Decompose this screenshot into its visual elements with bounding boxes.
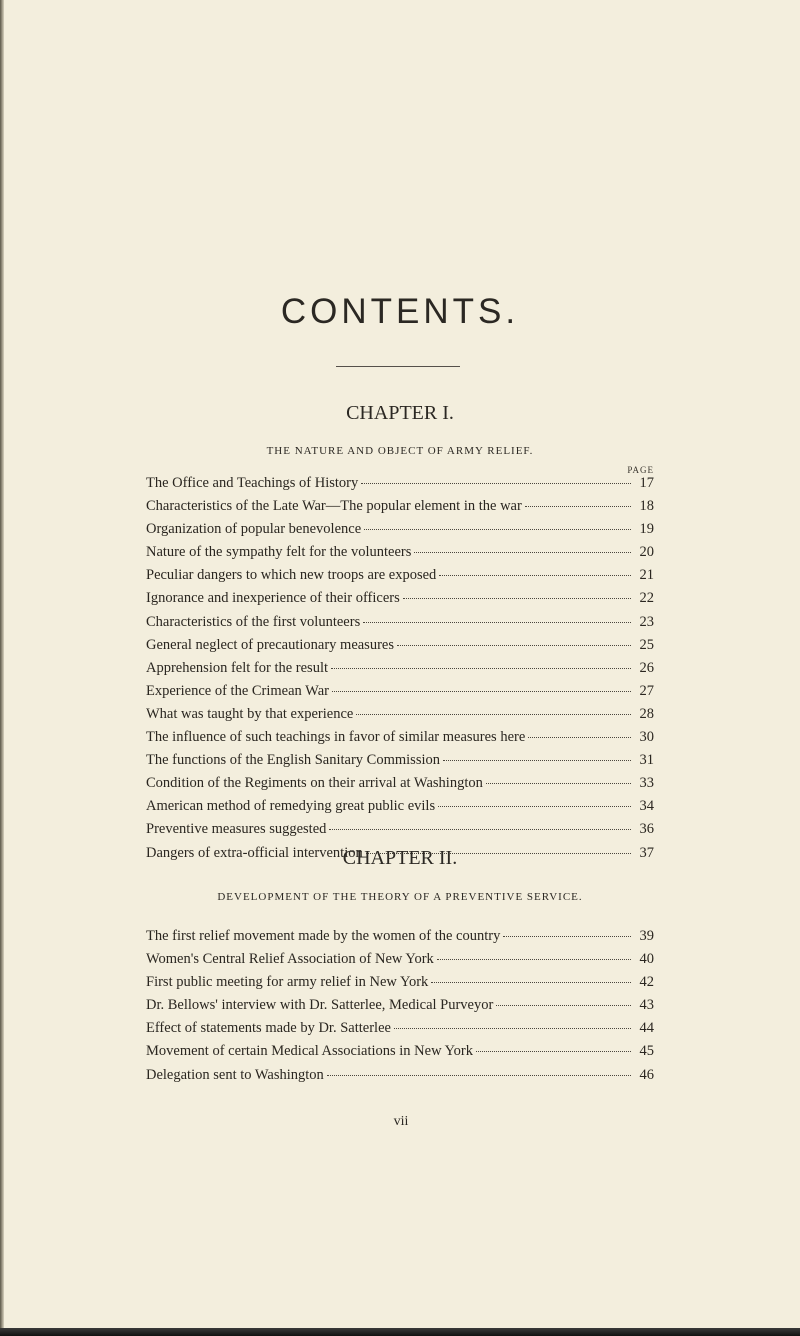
toc-entry-page: 34: [639, 798, 654, 815]
toc-entry-title: What was taught by that experience: [146, 705, 354, 722]
dot-leader: [443, 759, 631, 761]
dot-leader: [496, 1004, 631, 1006]
toc-entry: [146, 706, 654, 729]
toc-entry-title: General neglect of precautionary measures: [146, 636, 394, 653]
dot-leader: [525, 505, 631, 507]
toc-entry-page: 27: [639, 682, 654, 699]
toc-entry-title: Ignorance and inexperience of their officers: [146, 590, 400, 607]
page-column-label: PAGE: [627, 465, 654, 475]
dot-leader: [331, 667, 631, 669]
toc-entry: [146, 752, 654, 775]
dot-leader: [356, 713, 631, 715]
chapter-1-subtitle: THE NATURE AND OBJECT OF ARMY RELIEF.: [266, 445, 534, 457]
toc-entry: [146, 544, 654, 567]
toc-entry-title: Dr. Bellows' interview with Dr. Satterlee, Medical Purveyor: [146, 997, 494, 1014]
toc-entry-title: American method of remedying great public evils: [146, 798, 436, 815]
dot-leader: [329, 828, 631, 830]
toc-entry-page: 46: [639, 1066, 654, 1083]
toc-entry: [146, 775, 654, 798]
chapter-2-heading: CHAPTER II.: [342, 847, 458, 869]
scan-bottom-edge: [0, 1328, 800, 1336]
toc-entry-title: The functions of the English Sanitary Commission: [146, 752, 441, 769]
toc-entry-title: The first relief movement made by the women of the country: [146, 928, 501, 944]
chapter-1-contents-list: [146, 475, 654, 868]
dot-leader: [403, 597, 631, 599]
dot-leader: [332, 690, 631, 692]
toc-entry-page: 19: [639, 521, 654, 538]
toc-entry-title: The Office and Teachings of History: [146, 475, 359, 491]
toc-entry-page: 17: [639, 475, 654, 491]
toc-entry-page: 44: [639, 1020, 654, 1037]
title-rule: [336, 366, 460, 367]
dot-leader: [476, 1050, 631, 1052]
dot-leader: [431, 981, 631, 983]
toc-entry-title: Experience of the Crimean War: [146, 682, 329, 699]
dot-leader: [327, 1074, 631, 1076]
toc-entry-title: Nature of the sympathy felt for the volunteers: [146, 544, 412, 561]
page-edge: [0, 0, 4, 1336]
dot-leader: [439, 574, 631, 576]
dot-leader: [364, 528, 631, 530]
dot-leader: [438, 805, 631, 807]
toc-entry: [146, 974, 654, 997]
toc-entry-page: 26: [639, 659, 654, 676]
toc-entry-title: Condition of the Regiments on their arrival at Washington: [146, 775, 483, 792]
toc-entry-title: Peculiar dangers to which new troops are exposed: [146, 567, 437, 584]
dot-leader: [437, 958, 631, 960]
toc-entry-page: 30: [639, 729, 654, 746]
toc-entry-title: Organization of popular benevolence: [146, 521, 362, 538]
chapter-1-heading: CHAPTER I.: [346, 402, 454, 424]
dot-leader: [394, 1027, 631, 1029]
dot-leader: [414, 551, 631, 553]
toc-entry: [146, 798, 654, 821]
toc-entry-page: 45: [639, 1043, 654, 1060]
toc-entry: [146, 821, 654, 844]
toc-entry-page: 28: [639, 705, 654, 722]
toc-entry: [146, 637, 654, 660]
toc-entry: [146, 951, 654, 974]
toc-entry: [146, 729, 654, 752]
dot-leader: [397, 644, 631, 646]
toc-entry: [146, 660, 654, 683]
toc-entry-title: Apprehension felt for the result: [146, 659, 329, 676]
toc-entry-page: 21: [639, 567, 654, 584]
toc-entry-title: Dangers of extra-official intervention: [146, 844, 363, 861]
toc-entry-page: 31: [639, 752, 654, 769]
toc-entry-page: 36: [639, 821, 654, 838]
chapter-2-contents-list: [146, 928, 654, 1090]
toc-entry: [146, 1067, 654, 1090]
toc-entry: [146, 475, 654, 498]
page-number-folio: vii: [393, 1114, 409, 1129]
toc-entry-page: 40: [639, 951, 654, 968]
toc-entry-page: 22: [639, 590, 654, 607]
toc-entry: [146, 614, 654, 637]
toc-entry: [146, 1043, 654, 1066]
toc-entry: [146, 997, 654, 1020]
dot-leader: [361, 482, 631, 484]
toc-entry: [146, 567, 654, 590]
toc-entry-title: Women's Central Relief Association of New York: [146, 951, 434, 968]
toc-entry-title: Characteristics of the first volunteers: [146, 613, 361, 630]
dot-leader: [486, 782, 631, 784]
dot-leader: [363, 621, 631, 623]
toc-entry: [146, 590, 654, 613]
toc-entry-title: First public meeting for army relief in New York: [146, 974, 429, 991]
toc-entry-page: 43: [639, 997, 654, 1014]
toc-entry-page: 33: [639, 775, 654, 792]
toc-entry-page: 25: [639, 636, 654, 653]
toc-entry: [146, 928, 654, 951]
toc-entry-page: 39: [639, 928, 654, 944]
toc-entry-page: 42: [639, 974, 654, 991]
toc-entry-page: 20: [639, 544, 654, 561]
toc-entry-page: 23: [639, 613, 654, 630]
toc-entry-title: Effect of statements made by Dr. Satterlee: [146, 1020, 391, 1037]
toc-entry-title: Delegation sent to Washington: [146, 1066, 324, 1083]
toc-entry: [146, 521, 654, 544]
dot-leader: [528, 736, 631, 738]
toc-entry: [146, 683, 654, 706]
page-title: CONTENTS.: [280, 292, 520, 331]
chapter-2-subtitle: DEVELOPMENT OF THE THEORY OF A PREVENTIVE SERVICE.: [217, 891, 583, 903]
toc-entry-title: Movement of certain Medical Associations in New York: [146, 1043, 474, 1060]
toc-entry-title: Preventive measures suggested: [146, 821, 327, 838]
toc-entry: [146, 498, 654, 521]
toc-entry: [146, 1020, 654, 1043]
toc-entry-title: Characteristics of the Late War—The popular element in the war: [146, 498, 522, 515]
dot-leader: [503, 935, 631, 937]
toc-entry-page: 18: [639, 498, 654, 515]
toc-entry-title: The influence of such teachings in favor of similar measures here: [146, 729, 526, 746]
toc-entry-page: 37: [639, 844, 654, 861]
